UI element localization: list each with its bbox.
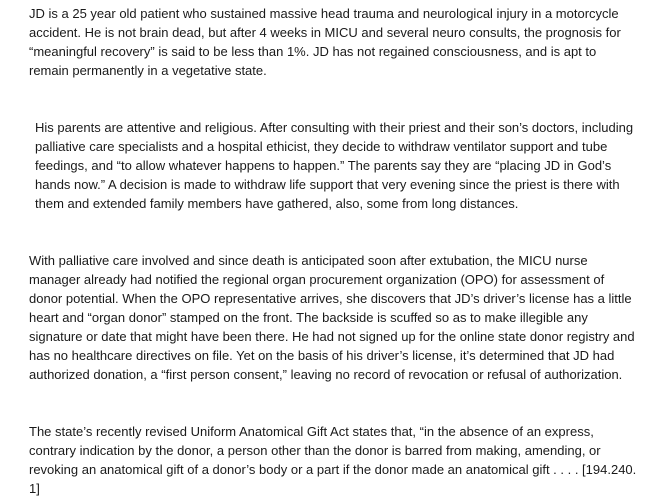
text-line: accident. He is not brain dead, but after 4 weeks in MICU and several neuro consults, the prognosis for xyxy=(29,25,621,40)
text-line: remain permanently in a vegetative state. xyxy=(29,63,267,78)
text-line: donor potential. When the OPO representative arrives, she discovers that JD’s driver’s license has a little xyxy=(29,291,632,306)
text-line: hands now.” A decision is made to withdraw life support that very evening since the priest is there with xyxy=(35,177,620,192)
text-line: authorized donation, a “first person consent,” leaving no record of revocation or refusal of authorization. xyxy=(29,367,623,382)
text-line: contrary indication by the donor, a person other than the donor is barred from making, amending, or xyxy=(29,443,601,458)
text-line: them and extended family members have gathered, also, some from long distances. xyxy=(35,196,519,211)
paragraph-case-summary xyxy=(29,4,659,80)
paragraph-gift-act xyxy=(29,422,659,498)
text-line: manager already had notified the regional organ procurement organization (OPO) for assessment of xyxy=(29,272,605,287)
text-line: With palliative care involved and since death is anticipated soon after extubation, the MICU nurse xyxy=(29,253,588,268)
text-line: “meaningful recovery” is said to be less than 1%. JD has not regained consciousness, and is apt to xyxy=(29,44,597,59)
text-line: heart and “organ donor” stamped on the front. The backside is scuffed so as to make illegible any xyxy=(29,310,588,325)
paragraph-opo-assessment xyxy=(29,251,659,384)
text-line: The state’s recently revised Uniform Anatomical Gift Act states that, “in the absence of an express, xyxy=(29,424,594,439)
text-line: palliative care specialists and a hospital ethicist, they decide to withdraw ventilator support and tube xyxy=(35,139,608,154)
text-line: His parents are attentive and religious. After consulting with their priest and their son’s doctors, including xyxy=(35,120,634,135)
paragraph-parents-decision xyxy=(35,118,659,213)
text-line: revoking an anatomical gift of a donor’s body or a part if the donor made an anatomical gift . . . . [194.240. xyxy=(29,462,637,477)
text-line: 1] xyxy=(29,481,40,496)
text-line: JD is a 25 year old patient who sustained massive head trauma and neurological injury in a motorcycle xyxy=(29,6,619,21)
text-line: signature or date that might have been there. He had not signed up for the online state donor registry and xyxy=(29,329,635,344)
text-line: feedings, and “to allow whatever happens to happen.” The parents say they are “placing JD in God’s xyxy=(35,158,612,173)
text-line: has no healthcare directives on file. Yet on the basis of his driver’s license, it’s determined that JD had xyxy=(29,348,615,363)
